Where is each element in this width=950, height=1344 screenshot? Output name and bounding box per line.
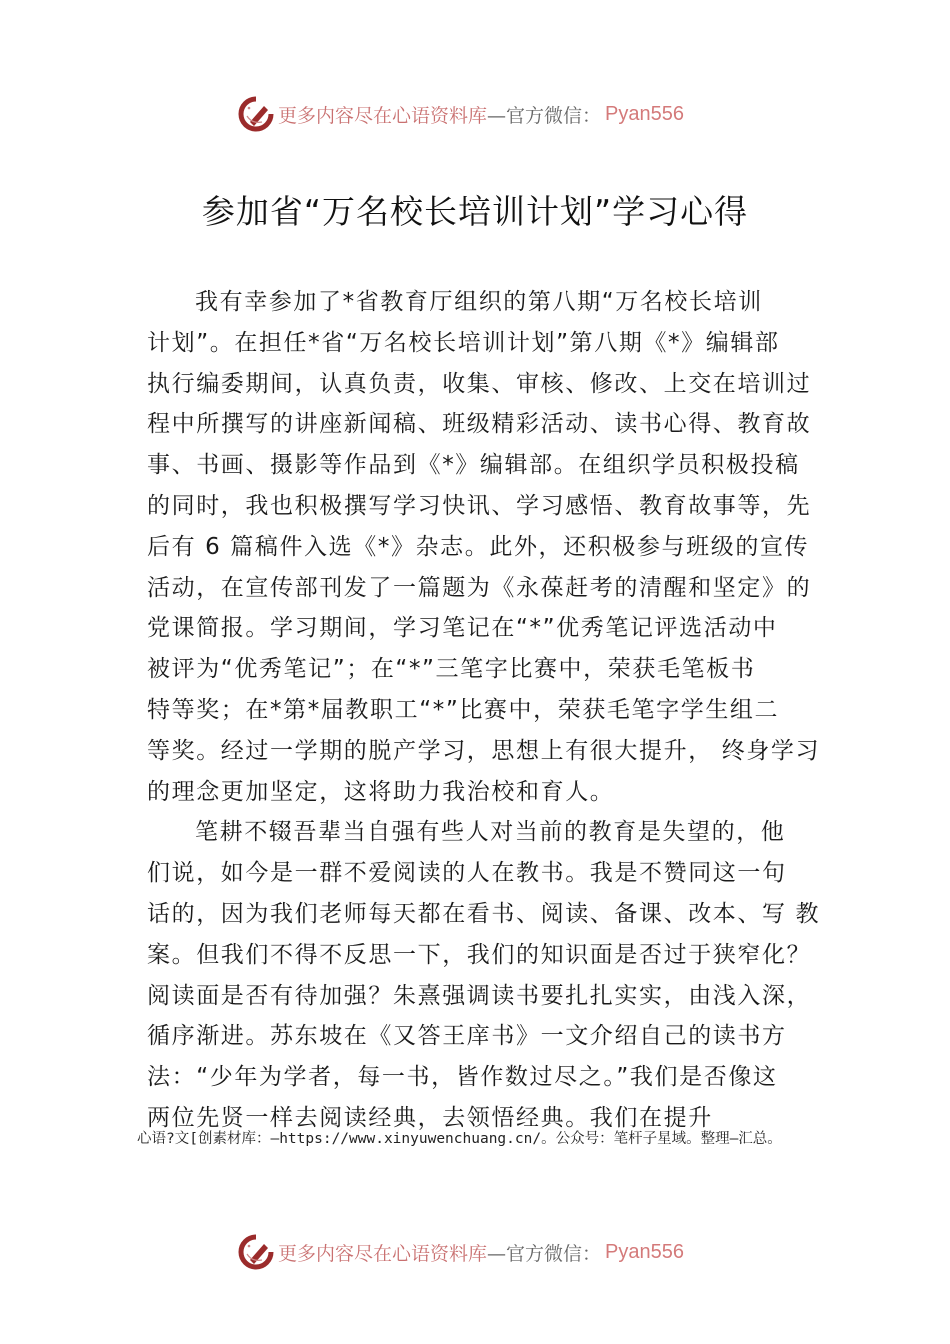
page-title: 参加省“万名校长培训计划”学习心得 (201, 192, 749, 231)
paragraph-line: 党课简报。学习期间，学习笔记在“*”优秀笔记评选活动中 (147, 615, 778, 642)
paragraph-line: 话的，因为我们老师每天都在看书、阅读、备课、改本、写 教 (147, 900, 821, 927)
paragraph-line: 后有 6 篇稿件入选《*》杂志。此外，还积极参与班级的宣传 (147, 533, 810, 560)
paragraph-line: 计划”。在担任*省“万名校长培训计划”第八期《*》编辑部 (147, 329, 780, 356)
paragraph-line: 的理念更加坚定，这将助力我治校和育人。 (147, 778, 615, 805)
banner-promo-text: 更多内容尽在心语资料库 (278, 1242, 488, 1265)
source-footnote: 心语?文[创素材库：—https://www.xinyuwenchuang.cn/。公众号：笔杆子星域。整理—汇总。 (137, 1131, 782, 1147)
paragraph-line: 被评为“优秀笔记”；在“*”三笔字比赛中，荣获毛笔板书 (147, 656, 756, 683)
banner-wechat-label: —官方微信： (487, 104, 602, 127)
paragraph-line: 活动，在宣传部刊发了一篇题为《永葆赶考的清醒和坚定》的 (147, 574, 812, 601)
banner-promo-text: 更多内容尽在心语资料库 (278, 104, 488, 127)
paragraph-line: 的同时，我也积极撰写学习快讯、学习感悟、教育故事等，先 (147, 492, 812, 519)
paragraph-line: 法：“少年为学者，每一书，皆作数过尽之。”我们是否像这 (147, 1064, 778, 1091)
paragraph-line: 阅读面是否有待加强？朱熹强调读书要扎扎实实，由浅入深， (147, 982, 812, 1009)
paragraph-line: 特等奖；在*第*届教职工“*”比赛中，荣获毛笔字学生组二 (147, 696, 780, 723)
footer-banner (238, 1232, 684, 1272)
banner-wechat-label: —官方微信： (487, 1242, 602, 1265)
paragraph-line: 等奖。经过一学期的脱产学习，思想上有很大提升， 终身学习 (147, 737, 821, 764)
paragraph-line: 执行编委期间，认真负责，收集、审核、修改、上交在培训过 (147, 370, 812, 397)
paragraph-line: 程中所撰写的讲座新闻稿、班级精彩活动、读书心得、教育故 (147, 411, 812, 438)
paragraph-line: 我有幸参加了*省教育厅组织的第八期“万名校长培训 (195, 289, 763, 315)
paragraph-line: 循序渐进。苏东坡在《又答王庠书》一文介绍自己的读书方 (147, 1023, 787, 1050)
paragraph-line: 两位先贤一样去阅读经典，去领悟经典。我们在提升 (147, 1104, 713, 1131)
document-body (147, 282, 821, 1139)
quill-pen-logo-icon (238, 1234, 274, 1270)
paragraph-line: 笔耕不辍吾辈当自强有些人对当前的教育是失望的，他 (195, 819, 786, 846)
banner-wechat-id: Pyan556 (605, 102, 684, 125)
paragraph-line: 事、书画、摄影等作品到《*》编辑部。在组织学员积极投稿 (147, 452, 800, 479)
header-banner (238, 94, 684, 134)
banner-wechat-id: Pyan556 (605, 1240, 684, 1263)
quill-pen-logo-icon (238, 96, 274, 132)
paragraph-line: 们说，如今是一群不爱阅读的人在教书。我是不赞同这一句 (147, 860, 787, 887)
paragraph-line: 案。但我们不得不反思一下，我们的知识面是否过于狭窄化？ (147, 941, 812, 968)
